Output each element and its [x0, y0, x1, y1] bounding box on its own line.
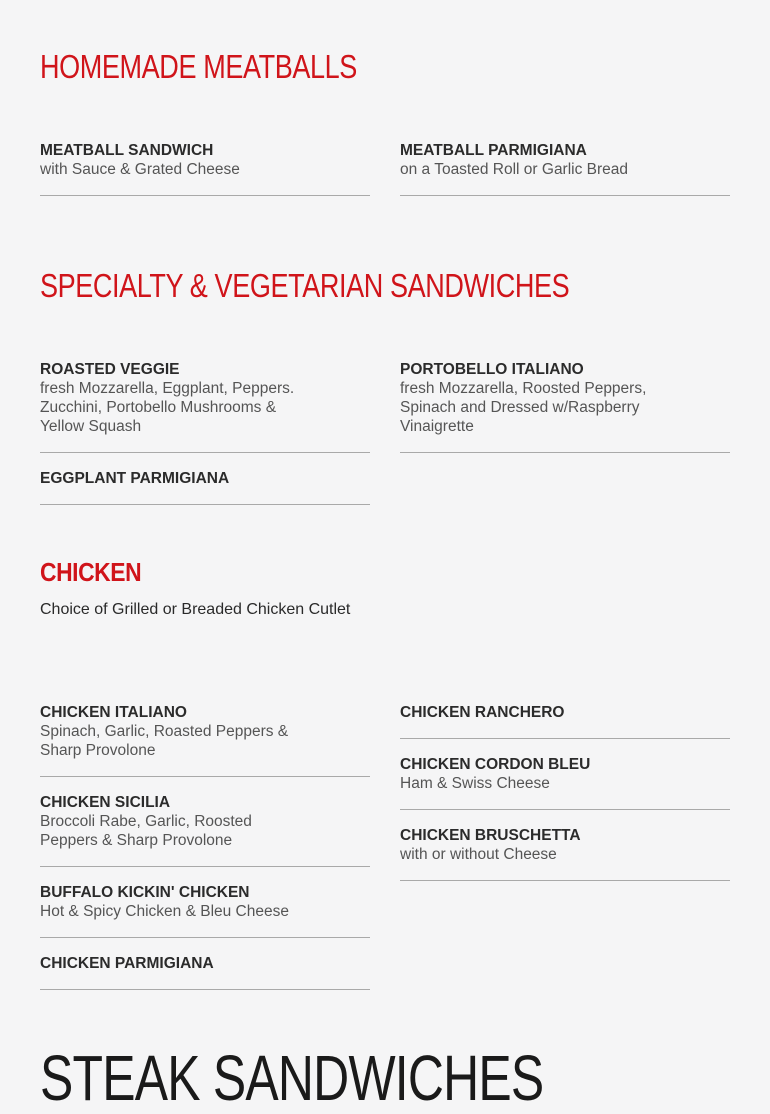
menu-item — [40, 469, 370, 505]
section-title-steak: STEAK SANDWICHES — [40, 1042, 544, 1114]
menu-item — [40, 883, 370, 938]
specialty-left-column — [40, 360, 370, 521]
menu-item — [40, 360, 370, 453]
menu-item-name: CHICKEN SICILIA — [40, 794, 171, 811]
menu-item-name: CHICKEN BRUSCHETTA — [400, 827, 581, 844]
menu-item-name: CHICKEN ITALIANO — [40, 704, 187, 721]
section-title-specialty: SPECIALTY & VEGETARIAN SANDWICHES — [40, 267, 570, 304]
menu-item-name: MEATBALL SANDWICH — [40, 142, 214, 159]
menu-item-description: on a Toasted Roll or Garlic Bread — [400, 161, 629, 178]
menu-item-description: Spinach, Garlic, Roasted Peppers & Sharp Provolone — [40, 723, 289, 759]
menu-item-description: with Sauce & Grated Cheese — [40, 161, 240, 178]
section-steak — [40, 1042, 730, 1114]
menu-item-description: with or without Cheese — [400, 846, 557, 863]
menu-item — [40, 793, 370, 867]
menu-item-description: Broccoli Rabe, Garlic, Roosted Peppers & Sharp Provolone — [40, 813, 252, 849]
menu-item-name: CHICKEN RANCHERO — [400, 704, 565, 721]
menu-item — [400, 360, 730, 453]
specialty-right-column — [400, 360, 730, 469]
chicken-left-column — [40, 703, 370, 1006]
menu-item-name: CHICKEN PARMIGIANA — [40, 955, 214, 972]
section-chicken — [40, 559, 730, 619]
menu-item — [40, 141, 370, 196]
menu-item-name: CHICKEN CORDON BLEU — [400, 756, 591, 773]
menu-item-name: MEATBALL PARMIGIANA — [400, 142, 587, 159]
meatballs-right-column — [400, 141, 730, 212]
chicken-subtitle: Choice of Grilled or Breaded Chicken Cutlet — [40, 601, 351, 618]
menu-item-description: fresh Mozzarella, Eggplant, Peppers. Zucchini, Portobello Mushrooms & Yellow Squash — [40, 380, 295, 435]
menu-item-name: ROASTED VEGGIE — [40, 361, 180, 378]
menu-item — [400, 826, 730, 881]
section-specialty — [40, 269, 730, 302]
section-title-meatballs: HOMEMADE MEATBALLS — [40, 48, 357, 85]
menu-item-name: EGGPLANT PARMIGIANA — [40, 470, 230, 487]
menu-item-name: BUFFALO KICKIN' CHICKEN — [40, 884, 250, 901]
section-title-chicken: CHICKEN — [40, 557, 142, 587]
menu-item-name: PORTOBELLO ITALIANO — [400, 361, 584, 378]
menu-item — [400, 703, 730, 739]
menu-item — [400, 755, 730, 810]
chicken-right-column — [400, 703, 730, 897]
section-meatballs — [40, 50, 730, 83]
menu-item-description: Hot & Spicy Chicken & Bleu Cheese — [40, 903, 289, 920]
menu-item — [40, 954, 370, 990]
menu-item — [40, 703, 370, 777]
menu-item — [400, 141, 730, 196]
meatballs-left-column — [40, 141, 370, 212]
menu-item-description: fresh Mozzarella, Roosted Peppers, Spinach and Dressed w/Raspberry Vinaigrette — [400, 380, 647, 435]
menu-item-description: Ham & Swiss Cheese — [400, 775, 550, 792]
